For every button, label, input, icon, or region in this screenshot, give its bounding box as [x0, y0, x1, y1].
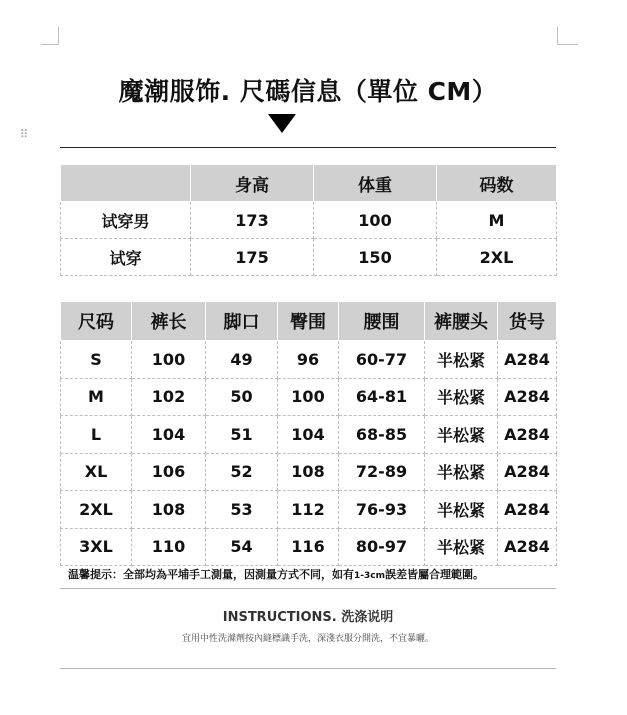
table-cell: M — [61, 378, 132, 416]
table-cell: 173 — [191, 202, 314, 239]
table-cell: 64-81 — [339, 378, 425, 416]
header-cell: 身高 — [191, 165, 314, 202]
table-cell: 半松紧 — [425, 528, 498, 566]
table-cell: 100 — [278, 378, 339, 416]
size-table — [60, 301, 557, 566]
divider — [60, 588, 556, 589]
table-cell: 108 — [132, 491, 206, 529]
table-cell: 104 — [132, 416, 206, 454]
table-cell: 108 — [278, 453, 339, 491]
size-tip-prefix: 温馨提示：全部均為平埔手工測量，因測量方式不同，如有 — [68, 568, 354, 581]
table-cell: A284 — [498, 416, 557, 454]
table-cell: 3XL — [61, 528, 132, 566]
header-cell: 码数 — [437, 165, 557, 202]
table-cell: 半松紧 — [425, 491, 498, 529]
table-cell: 100 — [314, 202, 437, 239]
table-cell: 150 — [314, 239, 437, 276]
table-row — [61, 378, 557, 416]
table-cell: 试穿男 — [61, 202, 191, 239]
table-cell: 80-97 — [339, 528, 425, 566]
divider — [60, 147, 556, 148]
table-cell: 106 — [132, 453, 206, 491]
page-corner-top-right — [557, 27, 578, 45]
table-cell: 半松紧 — [425, 341, 498, 379]
size-tip-range: 1-3cm — [354, 571, 385, 581]
table-cell: 102 — [132, 378, 206, 416]
table-header-row — [61, 302, 557, 341]
size-tip — [68, 566, 484, 582]
table-row — [61, 453, 557, 491]
table-cell: 76-93 — [339, 491, 425, 529]
table-cell: 51 — [206, 416, 278, 454]
table-cell: 116 — [278, 528, 339, 566]
table-row — [61, 491, 557, 529]
table-cell: L — [61, 416, 132, 454]
table-row — [61, 416, 557, 454]
table-cell: 53 — [206, 491, 278, 529]
table-cell: 50 — [206, 378, 278, 416]
header-cell: 臀围 — [278, 302, 339, 341]
header-cell: 裤腰头 — [425, 302, 498, 341]
divider — [60, 668, 556, 669]
header-cell: 腰围 — [339, 302, 425, 341]
instructions-title: INSTRUCTIONS. 洗涤说明 — [222, 610, 394, 625]
table-cell: 175 — [191, 239, 314, 276]
table-row — [61, 239, 557, 276]
table-cell: 54 — [206, 528, 278, 566]
model-table — [60, 164, 557, 276]
table-cell: 半松紧 — [425, 416, 498, 454]
table-cell: 52 — [206, 453, 278, 491]
table-cell: A284 — [498, 528, 557, 566]
table-cell: A284 — [498, 378, 557, 416]
table-cell: 96 — [278, 341, 339, 379]
size-tip-suffix: 誤差皆屬合理範圍。 — [384, 568, 484, 581]
table-cell: 110 — [132, 528, 206, 566]
table-cell: 112 — [278, 491, 339, 529]
table-cell: 68-85 — [339, 416, 425, 454]
table-cell: A284 — [498, 453, 557, 491]
table-header-row — [61, 165, 557, 202]
table-cell: 半松紧 — [425, 378, 498, 416]
table-row — [61, 341, 557, 379]
table-cell: 104 — [278, 416, 339, 454]
instructions-text: 宜用中性洗滌劑按內縫標識手洗，深淺衣服分開洗，不宜暴曬。 — [181, 634, 434, 644]
table-cell: A284 — [498, 341, 557, 379]
drag-handle-icon[interactable]: ⠿ — [20, 128, 30, 141]
table-cell: S — [61, 341, 132, 379]
table-cell: 49 — [206, 341, 278, 379]
table-cell: 100 — [132, 341, 206, 379]
table-cell: A284 — [498, 491, 557, 529]
table-row — [61, 202, 557, 239]
table-cell: 试穿 — [61, 239, 191, 276]
header-cell: 尺码 — [61, 302, 132, 341]
down-triangle-icon — [268, 114, 296, 133]
table-cell: 2XL — [61, 491, 132, 529]
table-cell: XL — [61, 453, 132, 491]
header-cell: 货号 — [498, 302, 557, 341]
header-cell: 脚口 — [206, 302, 278, 341]
table-cell: 60-77 — [339, 341, 425, 379]
table-row — [61, 528, 557, 566]
header-cell — [61, 165, 191, 202]
table-cell: M — [437, 202, 557, 239]
page-corner-top-left — [41, 27, 59, 45]
header-cell: 体重 — [314, 165, 437, 202]
table-cell: 半松紧 — [425, 453, 498, 491]
table-cell: 2XL — [437, 239, 557, 276]
table-cell: 72-89 — [339, 453, 425, 491]
page-title: 魔潮服饰. 尺碼信息（單位 CM） — [118, 77, 498, 106]
header-cell: 裤长 — [132, 302, 206, 341]
